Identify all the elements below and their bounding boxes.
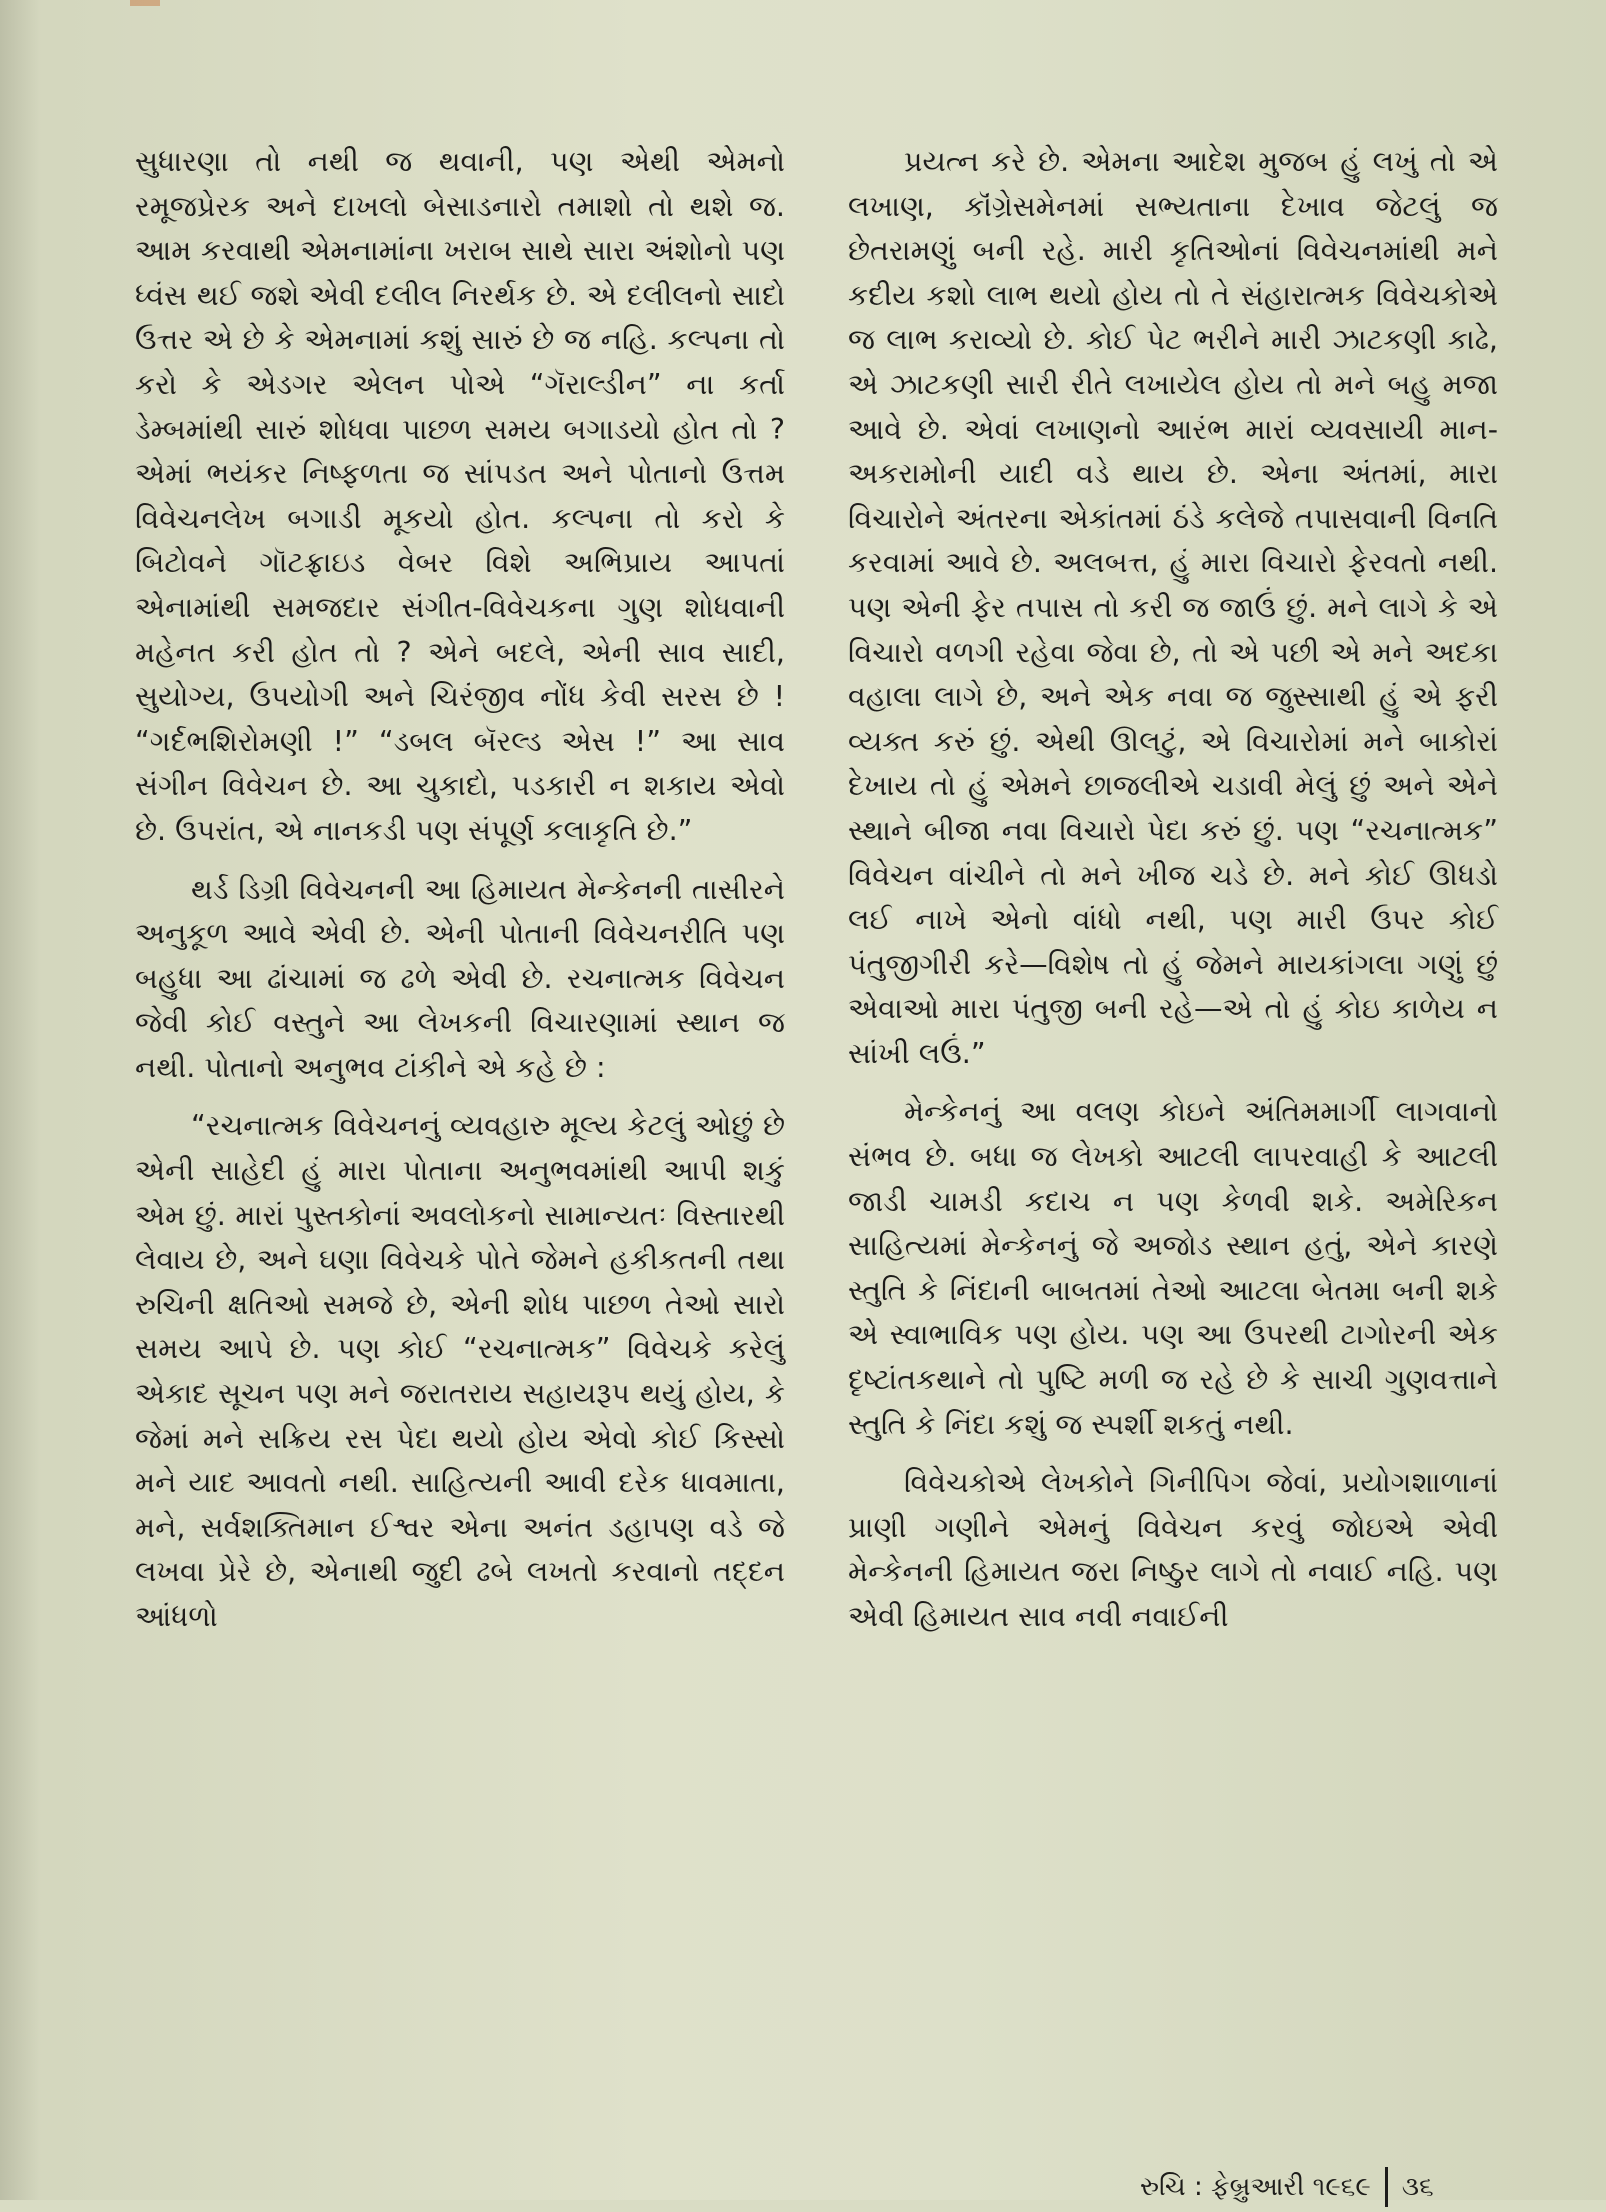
paragraph: થર્ડ ડિગ્રી વિવેચનની આ હિમાયત મેન્કેનની તાસીરને અનુકૂળ આવે એવી છે. એની પોતાની વિવેચનરીતિ પણ બહુધા આ ઢાંચામાં જ ઢળે એવી છે. રચનાત્મક વિવેચન જેવી કોઈ વસ્તુને આ લેખકની વિચારણામાં સ્થાન જ નથી. પોતાનો અનુભવ ટાંકીને એ કહે છે : [135,872,785,1084]
paragraph: વિવેચકોએ લેખકોને ગિનીપિગ જેવાં, પ્રયોગશાળાનાં પ્રાણી ગણીને એમનું વિવેચન કરવું જોઇએ એવી મેન્કેનની હિમાયત જરા નિષ્ઠુર લાગે તો નવાઈ નહિ. પણ એવી હિમાયત સાવ નવી નવાઈની [848,1466,1498,1633]
paragraph: સુધારણા તો નથી જ થવાની, પણ એથી એમનો રમૂજપ્રેરક અને દાખલો બેસાડનારો તમાશો તો થશે જ. આમ કરવાથી એમનામાંના ખરાબ સાથે સારા અંશોનો પણ ધ્વંસ થઈ જશે એવી દલીલ નિરર્થક છે. એ દલીલનો સાદો ઉત્તર એ છે કે એમનામાં કશું સારું છે જ નહિ. કલ્પના તો કરો કે એડગર એલન પોએ “ગૅરાલ્ડીન” ના કર્તા ડેમ્બમાંથી સારું શોધવા પાછળ સમય બગાડયો હોત તો ? એમાં ભયંકર નિષ્ફળતા જ સાંપડત અને પોતાનો ઉત્તમ વિવેચનલેખ બગાડી મૂકયો હોત. કલ્પના તો કરો કે બિટોવને ગૉટફ્રાઇડ વેબર વિશે અભિપ્રાય આપતાં એનામાંથી સમજદાર સંગીત-વિવેચકના ગુણ શોધવાની મહેનત કરી હોત તો ? એને બદલે, એની સાવ સાદી, સુયોગ્ય, ઉપયોગી અને ચિરંજીવ નોંધ કેવી સરસ છે ! “ગર્દભશિરોમણી !” “ડબલ બૅરલ્ડ એસ !” આ સાવ સંગીન વિવેચન છે. આ ચુકાદો, પડકારી ન શકાય એવો છે. ઉપરાંત, એ નાનકડી પણ સંપૂર્ણ કલાકૃતિ છે.” [135,145,785,847]
paragraph: “રચનાત્મક વિવેચનનું વ્યવહારુ મૂલ્ય કેટલું ઓછું છે એની સાહેદી હું મારા પોતાના અનુભવમાંથી આપી શકું એમ છું. મારાં પુસ્તકોનાં અવલોકનો સામાન્યતઃ વિસ્તારથી લેવાય છે, અને ઘણા વિવેચકે પોતે જેમને હકીકતની તથા રુચિની ક્ષતિઓ સમજે છે, એની શોધ પાછળ તેઓ સારો સમય આપે છે. પણ કોઈ “રચનાત્મક” વિવેચકે કરેલું એકાદ સૂચન પણ મને જરાતરાય સહાયરૂપ થયું હોય, કે જેમાં મને સક્રિય રસ પેદા થયો હોય એવો કોઈ કિસ્સો મને યાદ આવતો નથી. સાહિત્યની આવી દરેક ધાવમાતા, મને, સર્વશક્તિમાન ઈશ્વર એના અનંત ડહાપણ વડે જે લખવા પ્રેરે છે, એનાથી જુદી ઢબે લખતો કરવાનો તદ્દન આંધળો [135,1109,785,1633]
page-footer [1140,2162,1520,2212]
left-column [135,140,785,1654]
paragraph: પ્રયત્ન કરે છે. એમના આદેશ મુજબ હું લખું તો એ લખાણ, કૉંગ્રેસમેનમાં સભ્યતાના દેખાવ જેટલું જ છેતરામણું બની રહે. મારી કૃતિઓનાં વિવેચનમાંથી મને કદીય કશો લાભ થયો હોય તો તે સંહારાત્મક વિવેચકોએ જ લાભ કરાવ્યો છે. કોઈ પેટ ભરીને મારી ઝાટકણી કાઢે, એ ઝાટકણી સારી રીતે લખાયેલ હોય તો મને બહુ મજા આવે છે. એવાં લખાણનો આરંભ મારાં વ્યવસાયી માન-અકરામોની યાદી વડે થાય છે. એના અંતમાં, મારા વિચારોને અંતરના એકાંતમાં ઠંડે કલેજે તપાસવાની વિનતિ કરવામાં આવે છે. અલબત્ત, હું મારા વિચારો ફેરવતો નથી. પણ એની ફેર તપાસ તો કરી જ જાઉં છું. મને લાગે કે એ વિચારો વળગી રહેવા જેવા છે, તો એ પછી એ મને અદકા વહાલા લાગે છે, અને એક નવા જ જુસ્સાથી હું એ ફરી વ્યક્ત કરું છું. એથી ઊલટું, એ વિચારોમાં મને બાકોરાં દેખાય તો હું એમને છાજલીએ ચડાવી મેલું છું અને એને સ્થાને બીજા નવા વિચારો પેદા કરું છું. પણ “રચનાત્મક” વિવેચન વાંચીને તો મને ખીજ ચડે છે. મને કોઈ ઊધડો લઈ નાખે એનો વાંધો નથી, પણ મારી ઉપર કોઈ પંતુજીગીરી કરે—વિશેષ તો હું જેમને માયકાંગલા ગણું છું એવાઓ મારા પંતુજી બની રહે—એ તો હું કોઇ કાળેય ન સાંખી લઉં.” [848,145,1498,1070]
right-column [848,140,1498,1654]
page-number: ૩૬ [1401,2171,1434,2202]
journal-issue: રુચિ : ફેબ્રુઆરી ૧૯૬૯ [1140,2171,1371,2202]
footer-divider [1385,2167,1388,2207]
paragraph: મેન્કેનનું આ વલણ કોઇને અંતિમમાર્ગી લાગવાનો સંભવ છે. બધા જ લેખકો આટલી લાપરવાહી કે આટલી જાડી ચામડી કદાચ ન પણ કેળવી શકે. અમેરિકન સાહિત્યમાં મેન્કેનનું જે અજોડ સ્થાન હતું, એને કારણે સ્તુતિ કે નિંદાની બાબતમાં તેઓ આટલા બેતમા બની શકે એ સ્વાભાવિક પણ હોય. પણ આ ઉપરથી ટાગોરની એક દૃષ્ટાંતકથાને તો પુષ્ટિ મળી જ રહે છે કે સાચી ગુણવત્તાને સ્તુતિ કે નિંદા કશું જ સ્પર્શી શકતું નથી. [848,1095,1498,1441]
page-edge-mark [130,0,160,6]
spine-shadow [0,0,40,2200]
